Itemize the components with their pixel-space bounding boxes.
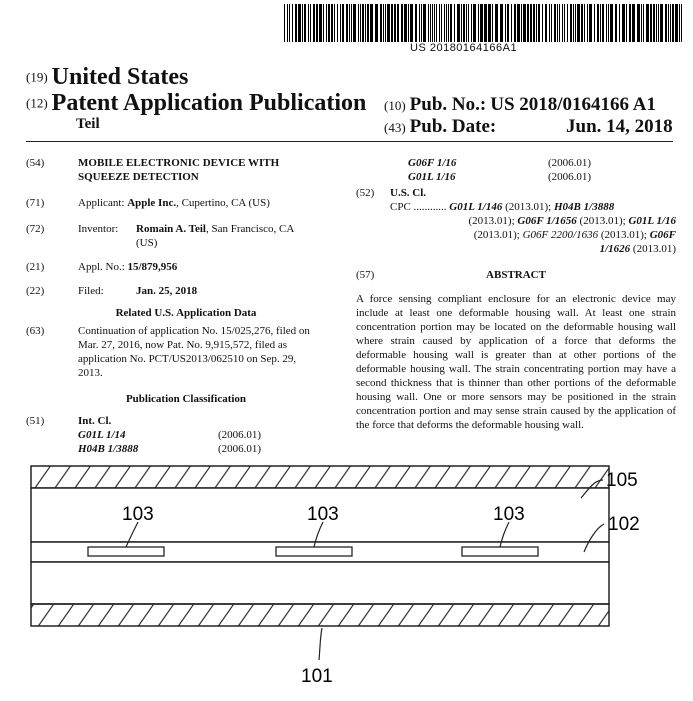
int-cl-row: G01L 1/16 (2006.01): [408, 171, 592, 183]
country-line: (19) United States: [26, 64, 189, 90]
int-cl-continued: [408, 156, 678, 184]
header-divider: [26, 141, 673, 142]
inventor-short: Teil: [76, 116, 100, 132]
pub-number: (10) Pub. No.: US 2018/0164166 A1: [384, 94, 656, 115]
related-text: Continuation of application No. 15/025,276, filed on Mar. 27, 2016, now Pat. No. 9,915,572, filed as application No. PCT/US2013/062510 on Sep. 29, 2013.: [78, 325, 310, 379]
label-103: 103: [307, 504, 339, 525]
barcode-number: US 20180164166A1: [410, 42, 518, 54]
label-101: 101: [301, 666, 333, 687]
label-105: 105: [606, 470, 638, 491]
abstract-heading: ABSTRACT: [486, 269, 546, 281]
invention-title: MOBILE ELECTRONIC DEVICE WITH SQUEEZE DETECTION: [78, 157, 280, 183]
int-cl-row: H04B 1/3888 (2006.01): [78, 443, 262, 455]
country: United States: [51, 64, 189, 90]
label-103: 103: [122, 504, 154, 525]
related-heading: Related U.S. Application Data: [115, 307, 257, 319]
label-103: 103: [493, 504, 525, 525]
patent-figure: [26, 458, 676, 690]
pub-date: (43) Pub. Date: Jun. 14, 2018: [384, 116, 673, 137]
publication-type: (12) Patent Application Publication: [26, 90, 367, 116]
barcode: [284, 4, 684, 42]
interior-space: [31, 562, 609, 604]
int-cl-row: G06F 1/16 (2006.01): [408, 157, 592, 169]
sensor-103: [276, 547, 352, 556]
leader-101: [319, 628, 322, 660]
abstract-text: A force sensing compliant enclosure for an electronic device may include at least one deformable housing wall. At least one strain concentration portion may be located on the deformable housing wall where strain caused by application of a force that deforms the deformable housing wall is greater than at other portions of the deformable housing wall. The strain concentrating portion may have a second thickness that is thinner than other portions of the deformable housing wall. One or more sensors may be positioned in the strain concentration portion and may sense strain caused by the application of the force that deforms the deformable housing wall.: [356, 293, 676, 431]
sensor-103: [88, 547, 164, 556]
int-cl-row: G01L 1/14 (2006.01): [78, 429, 262, 441]
pubclass-heading: Publication Classification: [125, 393, 247, 405]
bottom-housing-wall: [31, 604, 609, 626]
sensor-103: [462, 547, 538, 556]
label-102: 102: [608, 514, 640, 535]
top-housing-wall: [31, 466, 609, 488]
cpc-text: CPC ............ G01L 1/146 (2013.01); H04B 1/3888 (2013.01); G06F 1/1656 (2013.01); G01L 1/16 (2013.01); G06F 2200/1636 (2013.01); G06F 1/1626 (2013.01): [390, 201, 676, 255]
